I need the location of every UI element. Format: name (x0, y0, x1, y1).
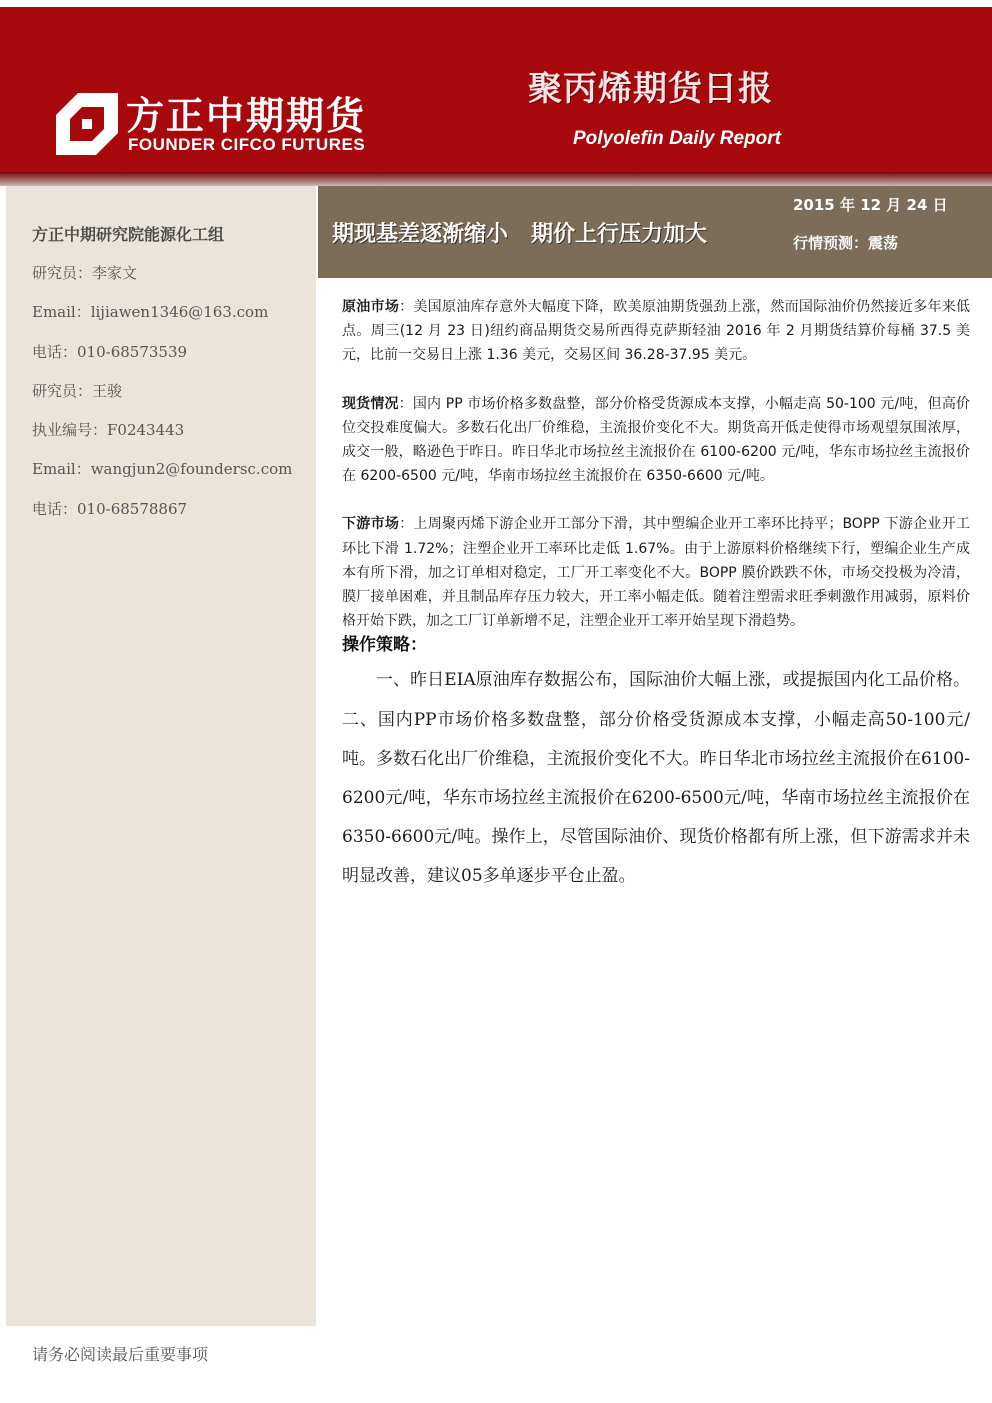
footer-disclaimer-note: 请务必阅读最后重要事项 (32, 1345, 209, 1364)
spot-text: ：国内 PP 市场价格多数盘整，部分价格受货源成本支撑，小幅走高 50-100 元/吨，但高价位交投难度偏大。多数石化出厂价维稳，主流报价变化不大。期货高开低走使得市场观望氛围浓厚，成交一般，略逊色于昨日。昨日华北市场拉丝主流报价在 6100-6200 元/吨，华东市场拉丝主流报价在 6200-6500 元/吨，华南市场拉丝主流报价在 6350-6600 元/吨。 (342, 395, 970, 485)
headline-bar (318, 186, 992, 278)
crude-oil-label: 原油市场 (342, 299, 400, 315)
spot-label: 现货情况 (342, 395, 399, 412)
downstream-paragraph (342, 512, 970, 633)
analyst-name-2: 研究员：王骏 (32, 381, 123, 400)
founder-logo-icon (56, 93, 118, 155)
report-body (342, 295, 970, 897)
headline: 期现基差逐渐缩小 期价上行压力加大 (332, 222, 707, 247)
report-header (0, 7, 992, 185)
market-forecast: 行情预测：震荡 (793, 234, 899, 252)
analyst-name-1: 研究员：李家文 (32, 264, 138, 282)
company-name-en: FOUNDER CIFCO FUTURES (128, 135, 366, 154)
analyst-email-1[interactable]: Email：lijiawen1346@163.com (32, 303, 269, 322)
research-group: 方正中期研究院能源化工组 (32, 225, 225, 244)
analyst-phone-2: 电话：010-68578867 (32, 499, 188, 518)
header-divider (0, 172, 992, 186)
analyst-phone-1: 电话：010-68573539 (32, 342, 188, 361)
spot-paragraph (342, 392, 970, 489)
report-title-en: Polyolefin Daily Report (573, 128, 781, 149)
crude-oil-paragraph (342, 295, 970, 368)
report-date: 2015 年 12 月 24 日 (793, 196, 948, 214)
report-title: 聚丙烯期货日报 (528, 69, 773, 109)
analyst-sidebar (6, 186, 316, 1326)
analyst-license-2: 执业编号：F0243443 (32, 421, 185, 440)
crude-oil-text: ：美国原油库存意外大幅度下降，欧美原油期货强劲上涨，然而国际油价仍然接近多年来低点。周三(12 月 23 日)纽约商品期货交易所西得克萨斯轻油 2016 年 2 月期货结算价每桶 37.5 美元，比前一交易日上涨 1.36 美元，交易区间 36.28-37.95 美元。 (342, 299, 971, 364)
analyst-email-2[interactable]: Email：wangjun2@foundersc.com (32, 460, 293, 479)
downstream-label: 下游市场 (342, 516, 400, 533)
downstream-text: ：上周聚丙烯下游企业开工部分下滑，其中塑编企业开工率环比持平；BOPP 下游企业开工环比下滑 1.72%；注塑企业开工率环比走低 1.67%。由于上游原料价格继续下行，塑编企业生产成本有所下滑，加之订单相对稳定，工厂开工率变化不大。BOPP 膜价跌跌不休，市场交投极为冷清，膜厂接单困难，并且制品库存压力较大，开工率小幅走低。随着注塑需求旺季刺激作用减弱，原料价格开始下跌，加之工厂订单新增不足，注塑企业开工率开始呈现下滑趋势。 (342, 516, 970, 630)
strategy-heading: 操作策略： (342, 635, 427, 656)
company-name: 方正中期期货 (126, 94, 367, 138)
strategy-text: 一、昨日EIA原油库存数据公布，国际油价大幅上涨，或提振国内化工品价格。二、国内PP市场价格多数盘整，部分价格受货源成本支撑，小幅走高50-100元/吨。多数石化出厂价维稳，主流报价变化不大。昨日华北市场拉丝主流报价在6100-6200元/吨，华东市场拉丝主流报价在6200-6500元/吨，华南市场拉丝主流报价在6350-6600元/吨。操作上，尽管国际油价、现货价格都有所上涨，但下游需求并未明显改善，建议05多单逐步平仓止盈。 (342, 670, 970, 887)
